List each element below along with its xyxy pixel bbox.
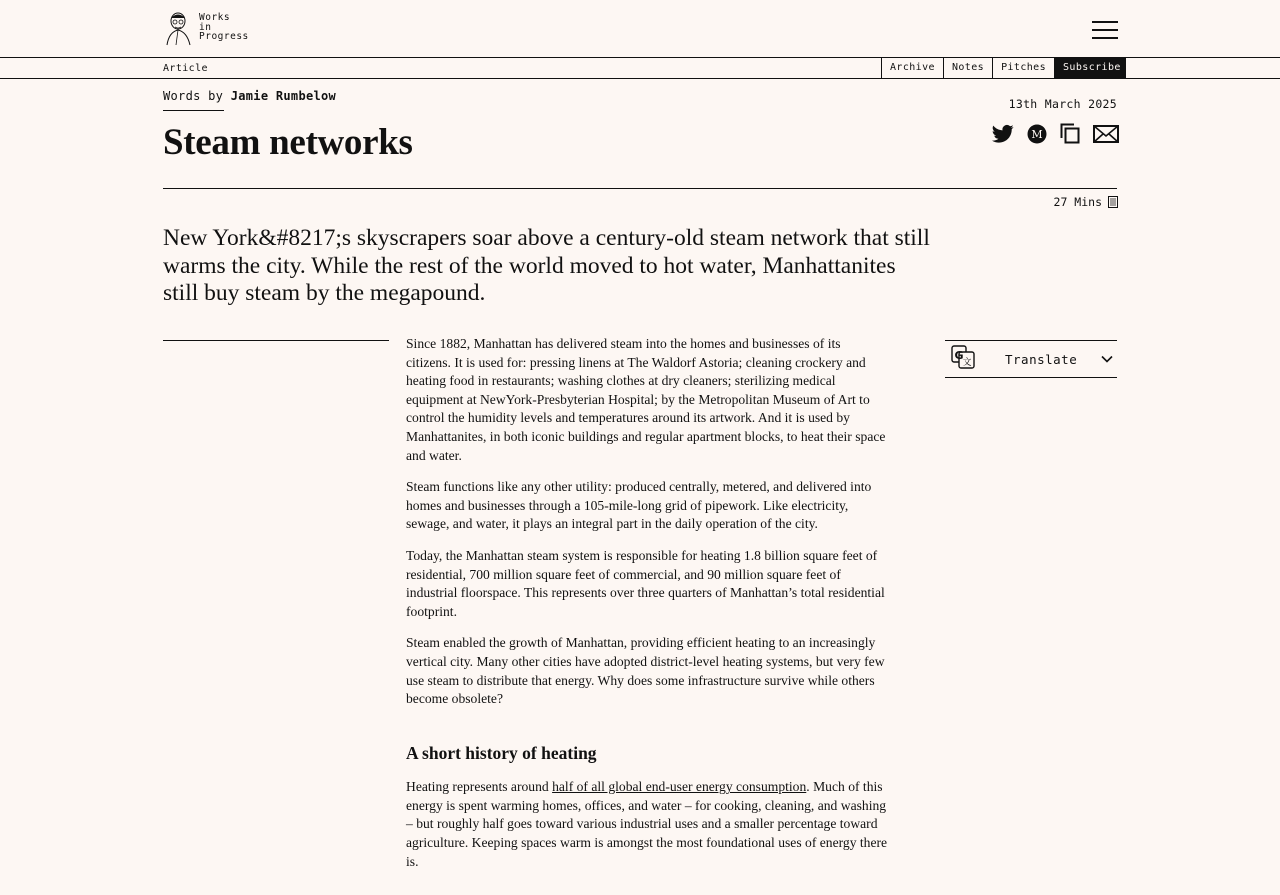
body-paragraph: Today, the Manhattan steam system is responsible for heating 1.8 billion square feet of residential, 700 million square feet of commercial, and 90 million square feet of industrial floorspace. This represents over three quarters of Manhattan’s total residential footprint.: [406, 547, 885, 619]
site-logo[interactable]: [163, 10, 249, 46]
article-title: Steam networks: [163, 122, 413, 163]
body-paragraph: Steam enabled the growth of Manhattan, providing efficient heating to an increasingly vertical city. Many other cities have adopted district-level heating systems, but very few use steam to distribute that energy. Why does some infrastructure survive while others become obsolete?: [406, 635, 885, 707]
hamburger-icon[interactable]: [1092, 21, 1118, 39]
medium-icon[interactable]: [1027, 124, 1047, 149]
byline-divider: [163, 110, 224, 111]
logo-line: Works: [199, 12, 231, 23]
read-time: [1054, 195, 1118, 209]
translate-label: Translate: [1005, 351, 1078, 367]
paragraph-text: . Much of this energy is spent warming homes, offices, and water – for cooking, cleaning, and washing – but roughly half goes toward various industrial uses and a smaller percentage toward agriculture. Keeping spaces warm is amongst the most foundational uses of energy there is.: [406, 779, 888, 869]
byline-prefix: Words by: [163, 89, 224, 103]
article-body: [406, 335, 888, 884]
section-heading: A short history of heating: [406, 742, 597, 763]
paragraph-text: Heating represents around: [406, 779, 553, 795]
logo-wordmark: [199, 13, 249, 42]
logo-line: Progress: [199, 31, 249, 42]
translate-dropdown[interactable]: [945, 340, 1117, 378]
site-header: [0, 0, 1280, 58]
copy-link-icon[interactable]: [1060, 123, 1080, 149]
nav-notes-link[interactable]: Notes: [943, 58, 992, 78]
sub-navigation-bar: [0, 58, 1280, 79]
logo-line: in: [199, 21, 212, 33]
energy-consumption-link[interactable]: half of all global end-user energy consumption: [552, 779, 807, 795]
publish-date: 13th March 2025: [1008, 97, 1117, 111]
title-divider: [163, 188, 1117, 189]
body-paragraph: Since 1882, Manhattan has delivered steam into the homes and businesses of its citizens. It is used for: pressing linens at The Waldorf Astoria; cleaning crockery and heating food in restaurants; washing clothes at dry cleaners; sterilizing medical equipment at NewYork-Presbyterian Hospital; by the Metropolitan Museum of Art to control the humidity levels and temperatures around its artwork. And it is used by Manhattanites, in both iconic buildings and regular apartment blocks, to heat their space and water.: [406, 336, 886, 463]
svg-text:文: 文: [962, 357, 972, 368]
breadcrumb: Article: [163, 63, 208, 74]
svg-text:G: G: [954, 348, 964, 362]
nav-archive-link[interactable]: Archive: [881, 58, 943, 78]
sidebar-divider: [163, 340, 389, 341]
article-lede: New York&#8217;s skyscrapers soar above a century-old steam network that still warms the city. While the rest of the world moved to hot water, Manhattanites still buy steam by the megapound.: [163, 225, 930, 306]
portrait-logo-icon: [163, 10, 193, 46]
read-time-label: 27 Mins: [1053, 195, 1102, 209]
author-name[interactable]: Jamie Rumbelow: [230, 89, 337, 103]
byline: [163, 89, 336, 103]
share-icons: [992, 123, 1119, 149]
svg-text:M: M: [1031, 127, 1043, 141]
nav-pitches-link[interactable]: Pitches: [992, 58, 1054, 78]
twitter-icon[interactable]: [992, 124, 1014, 149]
body-paragraph: Steam functions like any other utility: produced centrally, metered, and delivered into homes and businesses through a 105-mile-long grid of pipework. Like electricity, sewage, and water, it plays an integral part in the daily operation of the city.: [406, 479, 872, 532]
subscribe-button[interactable]: Subscribe: [1054, 58, 1126, 78]
google-translate-icon: [951, 345, 975, 374]
email-icon[interactable]: [1093, 125, 1119, 148]
chevron-down-icon: [1101, 352, 1113, 370]
book-icon: [1108, 196, 1118, 208]
body-paragraph: [406, 778, 888, 871]
top-nav: [881, 58, 1126, 78]
